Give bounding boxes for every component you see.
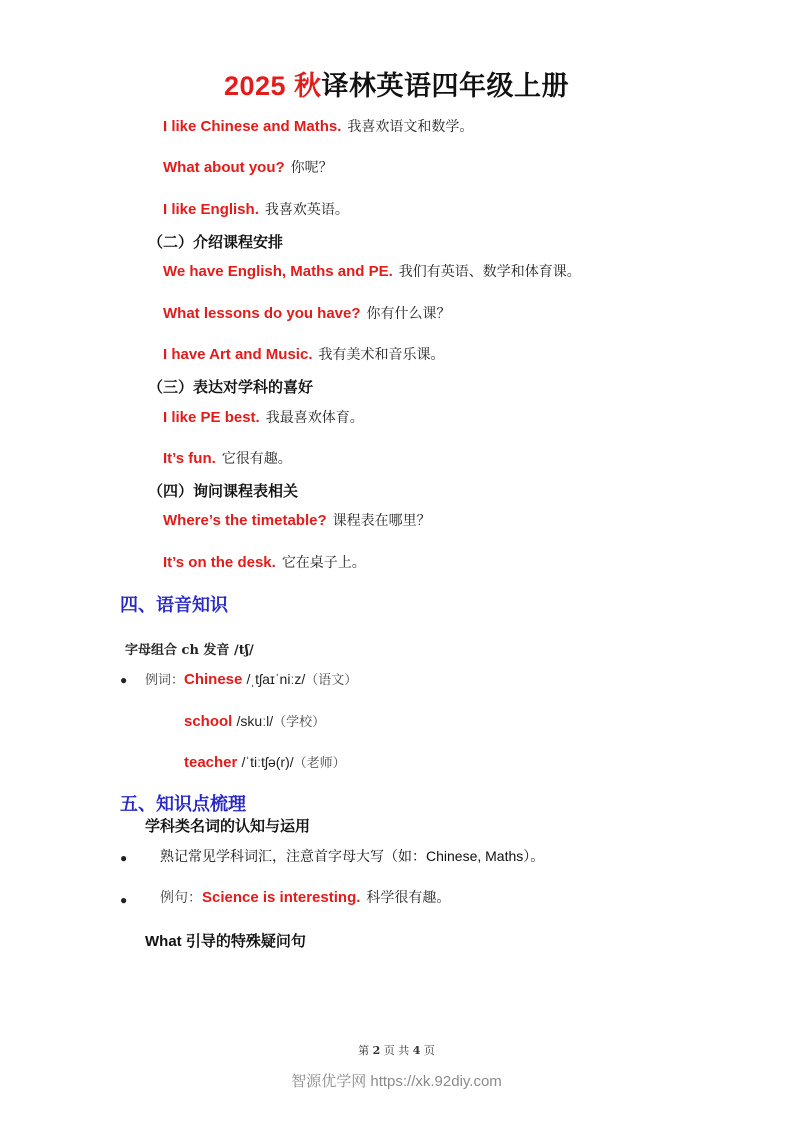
sentence-zh: 我喜欢英语。 [264, 202, 349, 218]
sentence-en: What about you? [163, 159, 285, 176]
example-row [145, 669, 357, 691]
example-zh: （学校） [273, 715, 326, 730]
bullet-text: 熟记常见学科词汇，注意首字母大写（如：Chinese, Maths）。 [160, 848, 545, 864]
section-heading: 四、语音知识 [120, 595, 228, 615]
sentence-row [163, 511, 431, 531]
example-row [184, 752, 346, 774]
sentence-zh: 我们有英语、数学和体育课。 [398, 264, 581, 280]
sentence-zh: 你呢？ [290, 160, 333, 176]
page-suffix: 页 [423, 1044, 435, 1057]
example-word: Chinese [184, 671, 243, 688]
subsection-heading: （三）表达对学科的喜好 [148, 379, 314, 396]
example-zh: （老师） [293, 756, 346, 771]
bullet-icon: ● [120, 851, 128, 865]
page-total: 4 [412, 1044, 421, 1057]
page-mid: 页 共 [383, 1044, 410, 1057]
sentence-zh: 它在桌子上。 [281, 555, 366, 571]
subsection-heading: 学科类名词的认知与运用 [145, 818, 311, 835]
sentence-zh: 我有美术和音乐课。 [318, 347, 445, 363]
subsection-heading: What 引导的特殊疑问句 [145, 933, 306, 950]
sentence-en: What lessons do you have? [163, 305, 361, 322]
phonics-rule: 字母组合 ch 发音 /tʃ/ [125, 643, 254, 658]
sentence-row [163, 304, 451, 324]
sentence-en: Where’s the timetable? [163, 512, 327, 529]
example-ipa: /ˌtʃaɪˈniːz/ [246, 671, 306, 687]
page-current: 2 [372, 1044, 381, 1057]
sentence-row [163, 158, 333, 178]
sentence-row [163, 553, 366, 573]
example-ipa: /ˈtiːtʃə(r)/ [241, 754, 294, 770]
page-number [0, 1042, 793, 1058]
bullet-icon: ● [120, 673, 128, 687]
bullet-icon: ● [120, 893, 128, 907]
site-watermark: 智源优学网 https://xk.92diy.com [291, 1073, 502, 1090]
sentence-zh: 我最喜欢体育。 [265, 410, 364, 426]
title-main: 译林英语四年级上册 [321, 71, 570, 101]
sentence-en: I like Chinese and Maths. [163, 118, 342, 135]
sentence-en: I have Art and Music. [163, 346, 313, 363]
sentence-zh: 科学很有趣。 [366, 890, 451, 906]
sentence-row [163, 200, 349, 220]
sentence-row [163, 408, 364, 428]
sentence-zh: 你有什么课？ [366, 306, 451, 322]
example-zh: （语文） [305, 673, 358, 688]
sentence-zh: 课程表在哪里？ [332, 513, 431, 529]
example-word: school [184, 713, 233, 730]
subsection-heading: （四）询问课程表相关 [148, 483, 299, 500]
sentence-row [163, 449, 292, 469]
example-row [184, 711, 325, 733]
page-prefix: 第 [358, 1044, 370, 1057]
section-heading: 五、知识点梳理 [120, 794, 246, 814]
sentence-en: Science is interesting. [202, 889, 361, 906]
page-title [0, 64, 793, 103]
example-label: 例句： [160, 890, 202, 906]
sentence-zh: 我喜欢语文和数学。 [347, 119, 474, 135]
subsection-heading: （二）介绍课程安排 [148, 234, 284, 251]
sentence-row [163, 117, 473, 137]
title-year: 2025 秋 [223, 71, 322, 101]
sentence-row [163, 262, 581, 282]
sentence-row [163, 345, 444, 365]
example-ipa: /skuːl/ [236, 713, 274, 729]
sentence-zh: 它很有趣。 [221, 451, 292, 467]
example-sentence-row [160, 888, 450, 908]
example-word: teacher [184, 754, 238, 771]
sentence-en: I like PE best. [163, 409, 260, 426]
sentence-en: It’s fun. [163, 450, 216, 467]
sentence-en: We have English, Maths and PE. [163, 263, 393, 280]
example-label: 例词： [145, 673, 185, 688]
sentence-en: It’s on the desk. [163, 554, 276, 571]
sentence-en: I like English. [163, 201, 259, 218]
